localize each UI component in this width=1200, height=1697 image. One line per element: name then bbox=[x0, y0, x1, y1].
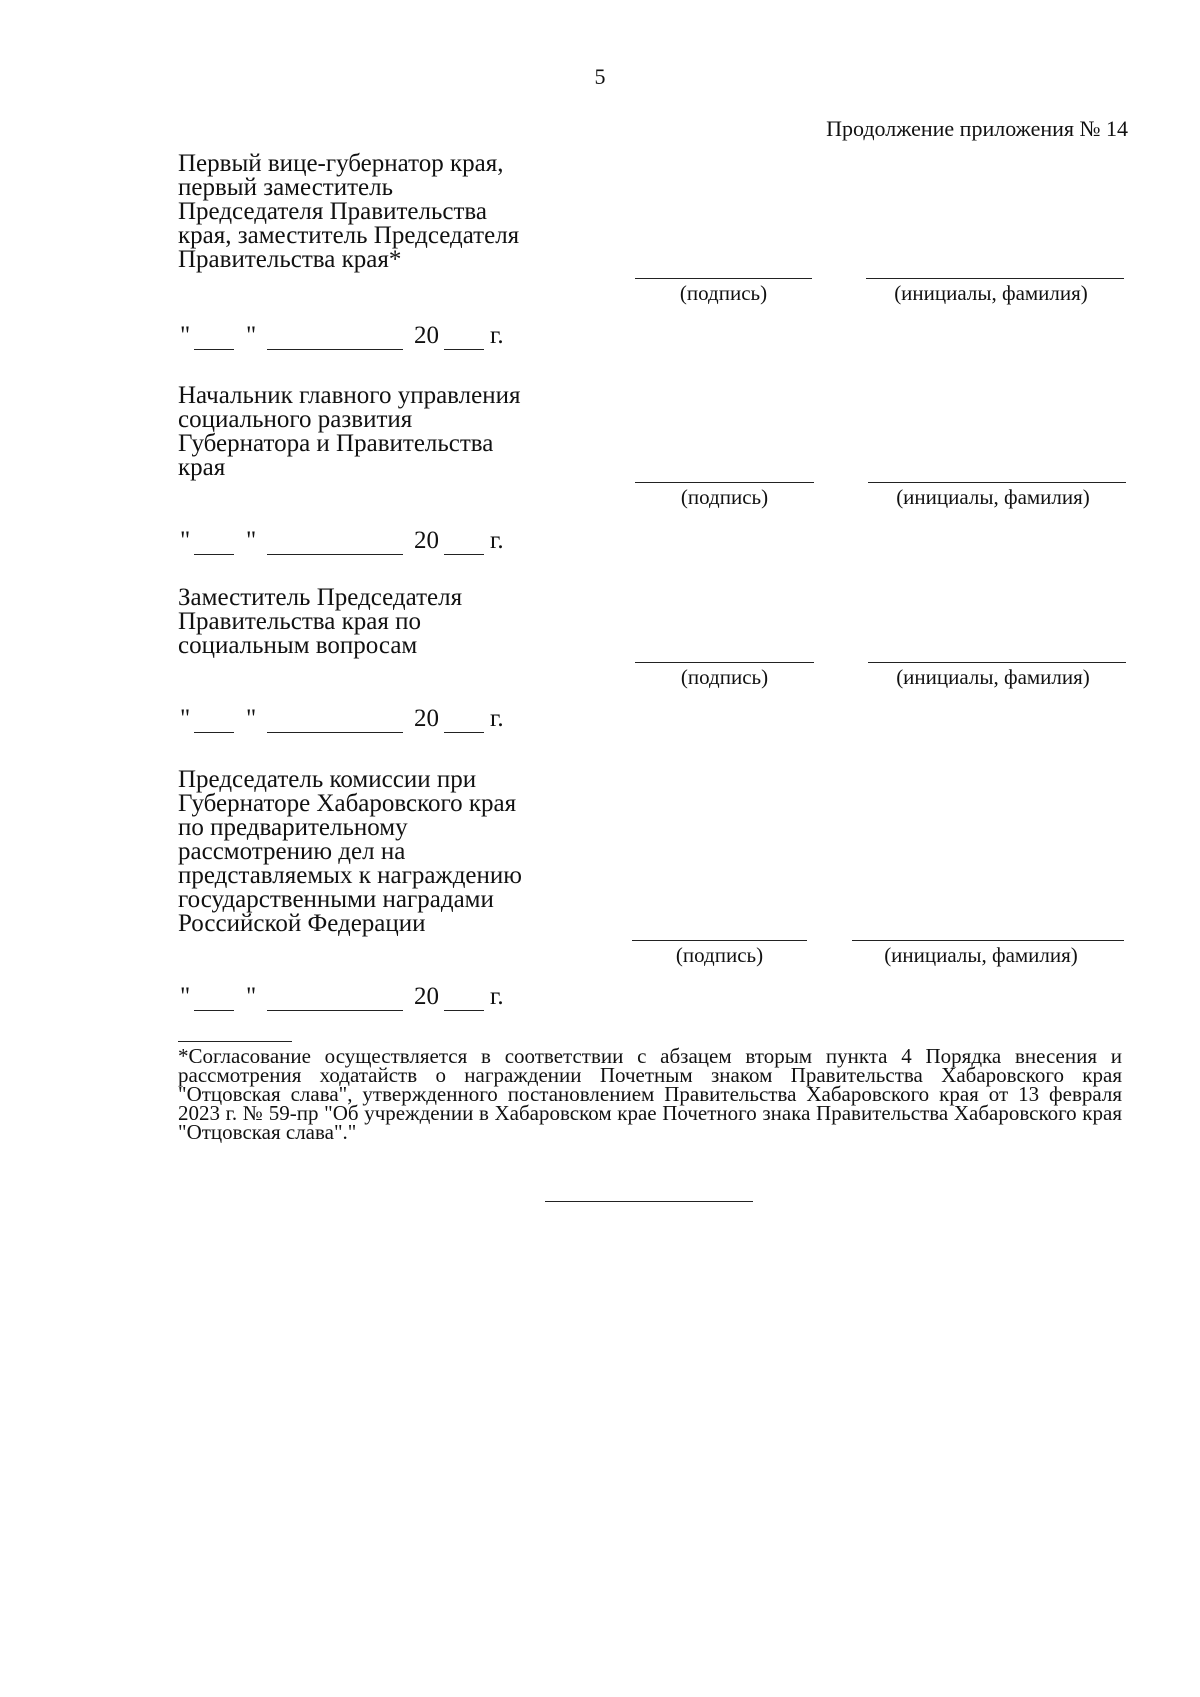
date-quote-close: " bbox=[246, 983, 257, 1010]
name-line bbox=[852, 940, 1124, 941]
page-number: 5 bbox=[594, 64, 606, 89]
year-blank bbox=[444, 349, 484, 350]
signatory-title: Первый вице-губернатор края, первый заместитель Председателя Правительства края, заместитель Председателя Правительства края* bbox=[178, 150, 520, 273]
signature-line bbox=[632, 940, 807, 941]
signatory-title: Председатель комиссии при Губернаторе Хабаровского края по предварительному рассмотрению дел на представляемых к награждению государственными наградами Российской Федерации bbox=[178, 766, 522, 937]
name-line bbox=[868, 662, 1126, 663]
month-blank bbox=[267, 349, 403, 350]
signature-line bbox=[635, 482, 814, 483]
date-quote-close: " bbox=[246, 705, 257, 732]
signature-line bbox=[635, 278, 812, 279]
year-suffix: г. bbox=[490, 527, 504, 554]
signatory-title: Начальник главного управления социального развития Губернатора и Правительства края bbox=[178, 382, 521, 481]
month-blank bbox=[267, 732, 403, 733]
date-quote-close: " bbox=[246, 322, 257, 349]
signature-caption: (подпись) bbox=[679, 281, 768, 305]
month-blank bbox=[267, 1010, 403, 1011]
year-blank bbox=[444, 554, 484, 555]
signature-caption: (подпись) bbox=[680, 485, 769, 509]
name-caption: (инициалы, фамилия) bbox=[884, 943, 1078, 967]
day-blank bbox=[194, 732, 234, 733]
appendix-continuation: Продолжение приложения № 14 bbox=[826, 116, 1128, 141]
date-quote-close: " bbox=[246, 527, 257, 554]
date-quote-open: " bbox=[180, 983, 191, 1010]
year-suffix: г. bbox=[490, 322, 504, 349]
name-caption: (инициалы, фамилия) bbox=[894, 281, 1088, 305]
name-caption: (инициалы, фамилия) bbox=[896, 665, 1090, 689]
date-quote-open: " bbox=[180, 322, 191, 349]
day-blank bbox=[194, 349, 234, 350]
name-line bbox=[866, 278, 1124, 279]
year-blank bbox=[444, 732, 484, 733]
year-prefix: 20 bbox=[414, 322, 439, 349]
year-blank bbox=[444, 1010, 484, 1011]
footnote-separator bbox=[178, 1041, 292, 1042]
signature-caption: (подпись) bbox=[680, 665, 769, 689]
date-quote-open: " bbox=[180, 527, 191, 554]
day-blank bbox=[194, 1010, 234, 1011]
year-prefix: 20 bbox=[414, 705, 439, 732]
year-suffix: г. bbox=[490, 983, 504, 1010]
name-line bbox=[868, 482, 1126, 483]
signature-line bbox=[635, 662, 814, 663]
footnote-text: *Согласование осуществляется в соответствии с абзацем вторым пункта 4 Порядка внесения и рассмотрения ходатайств о награждении Почетным знаком Правительства Хабаровского края "Отцовская слава", утвержденного постановлением Правительства Хабаровского края от 13 февраля 2023 г. № 59-пр "Об учреждении в Хабаровском крае Почетного знака Правительства Хабаровского края "Отцовская слава"." bbox=[178, 1044, 1122, 1144]
end-of-document-rule bbox=[545, 1201, 753, 1202]
name-caption: (инициалы, фамилия) bbox=[896, 485, 1090, 509]
month-blank bbox=[267, 554, 403, 555]
day-blank bbox=[194, 554, 234, 555]
signatory-title: Заместитель Председателя Правительства края по социальным вопросам bbox=[178, 584, 463, 659]
year-prefix: 20 bbox=[414, 983, 439, 1010]
signature-caption: (подпись) bbox=[675, 943, 764, 967]
date-quote-open: " bbox=[180, 705, 191, 732]
year-prefix: 20 bbox=[414, 527, 439, 554]
year-suffix: г. bbox=[490, 705, 504, 732]
